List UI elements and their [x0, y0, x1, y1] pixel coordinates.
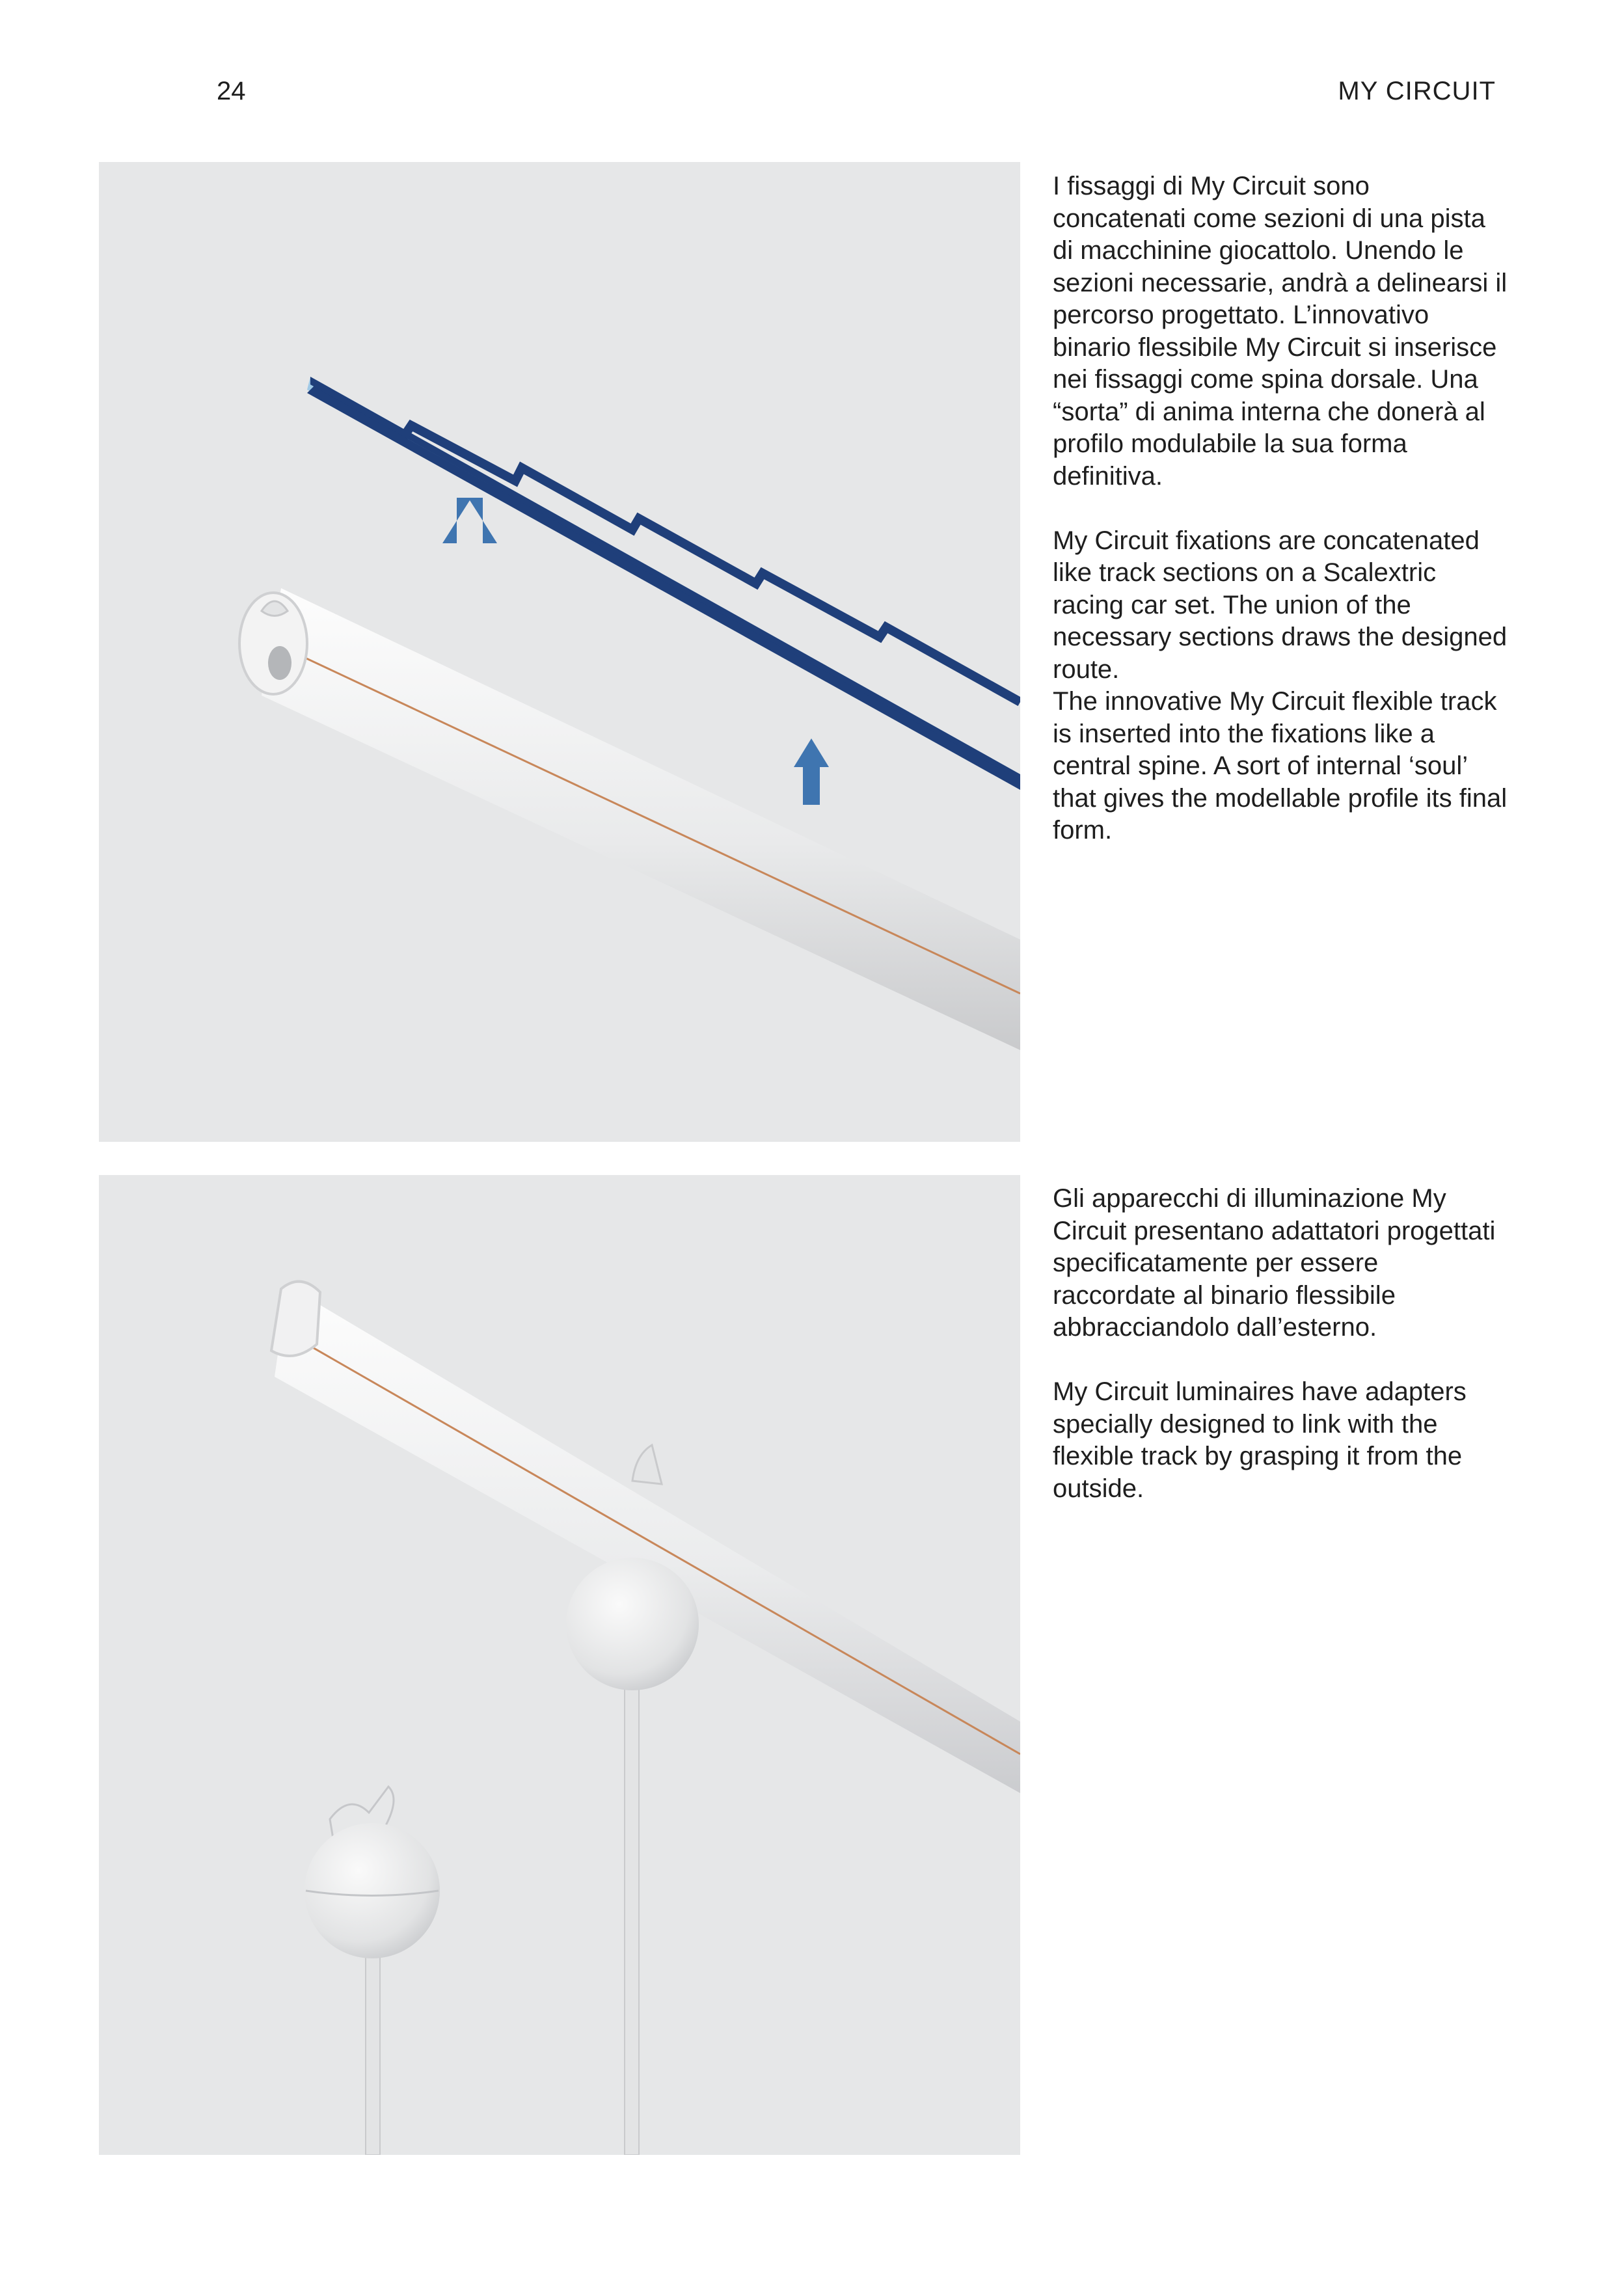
up-arrow-icon [794, 738, 829, 805]
up-arrow-icon [442, 498, 497, 543]
paragraph-english: My Circuit luminaires have adapters specially designed to link with the flexible track by grasping it from the outside. [1053, 1377, 1467, 1503]
figure-luminaire-adapters [99, 1175, 1020, 2155]
document-title: MY CIRCUIT [1338, 77, 1496, 105]
paragraph-italian: Gli apparecchi di illuminazione My Circuit presentano adattatori progettati specificatamente per essere raccordate al binario flessibile abbracciandolo dall’esterno. [1053, 1184, 1496, 1342]
paragraph-english: My Circuit fixations are concatenated like track sections on a Scalextric racing car set. The union of the necessary sections draws the designed route. [1053, 526, 1508, 684]
white-profile-tube [271, 1282, 1020, 1793]
text-block-fixations [1053, 170, 1508, 879]
figure-track-insertion [99, 162, 1020, 1142]
white-profile-tube [239, 588, 1020, 1050]
paragraph-italian: I fissaggi di My Circuit sono concatenati come sezioni di una pista di macchinine giocattolo. Unendo le sezioni necessarie, andrà a delinearsi il percorso progettato. L’innovativo binario flessibile My Circuit si inserisce nei fissaggi come spina dorsale. Una “sorta” di anima interna che donerà al profilo modulabile la sua forma definitiva. [1053, 172, 1508, 491]
paragraph-english: The innovative My Circuit flexible track is inserted into the fixations like a central spine. A sort of internal ‘soul’ that gives the modellable profile its final form. [1053, 687, 1508, 845]
luminaire-pendant [304, 1787, 440, 2155]
text-block-luminaires [1053, 1183, 1508, 1537]
page-number: 24 [217, 77, 246, 105]
